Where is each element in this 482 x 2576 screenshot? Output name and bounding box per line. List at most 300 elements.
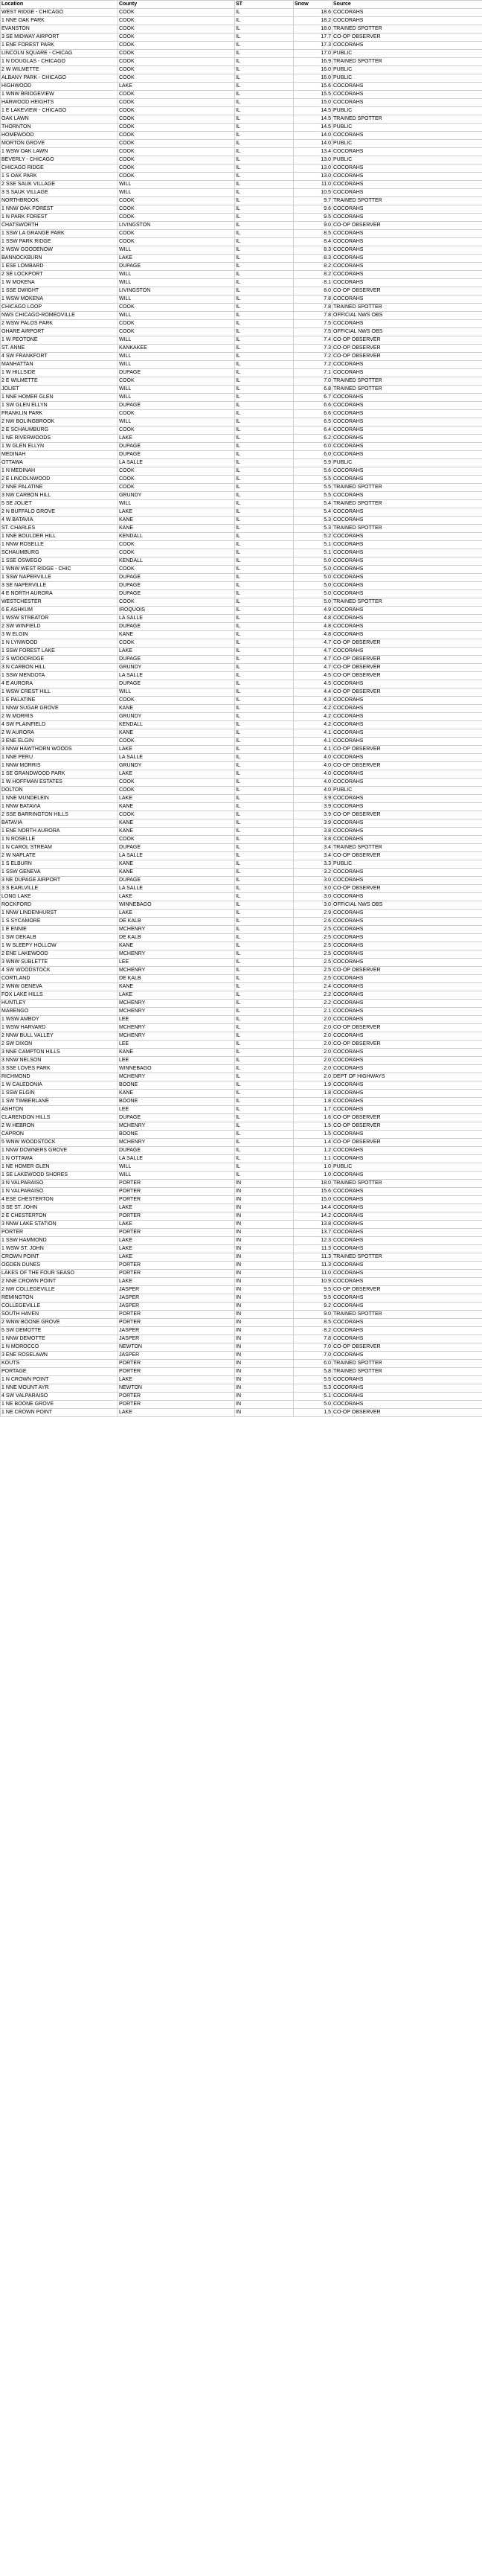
cell-snow[interactable]: 4.0: [294, 754, 332, 762]
cell-county[interactable]: KANE: [118, 631, 235, 639]
cell-location[interactable]: 1 SE GRANDWOOD PARK: [1, 770, 118, 779]
cell-location[interactable]: CHICAGO RIDGE: [1, 164, 118, 173]
cell-source[interactable]: COCORAHS: [332, 836, 482, 844]
cell-county[interactable]: LA SALLE: [118, 615, 235, 623]
cell-county[interactable]: PORTER: [118, 1319, 235, 1327]
cell-state[interactable]: IL: [235, 156, 294, 164]
cell-county[interactable]: COOK: [118, 410, 235, 418]
cell-location[interactable]: 2 N BUFFALO GROVE: [1, 508, 118, 517]
cell-location[interactable]: 4 ESE CHESTERTON: [1, 1196, 118, 1204]
cell-snow[interactable]: 1.6: [294, 1114, 332, 1122]
cell-snow[interactable]: 8.2: [294, 271, 332, 279]
cell-location[interactable]: 1 NNE HOMER GLEN: [1, 394, 118, 402]
cell-county[interactable]: LAKE: [118, 795, 235, 803]
cell-location[interactable]: CROWN POINT: [1, 1253, 118, 1262]
cell-location[interactable]: 1 WNW BRIDGEVIEW: [1, 91, 118, 99]
cell-county[interactable]: COOK: [118, 787, 235, 795]
cell-county[interactable]: LAKE: [118, 508, 235, 517]
cell-state[interactable]: IL: [235, 1155, 294, 1163]
cell-snow[interactable]: 7.4: [294, 336, 332, 345]
cell-source[interactable]: COCORAHS: [332, 279, 482, 287]
cell-state[interactable]: IL: [235, 1090, 294, 1098]
cell-snow[interactable]: 5.5: [294, 484, 332, 492]
cell-county[interactable]: KANE: [118, 828, 235, 836]
cell-state[interactable]: IL: [235, 1163, 294, 1172]
cell-source[interactable]: CO-OP OBSERVER: [332, 1122, 482, 1131]
cell-state[interactable]: IL: [235, 918, 294, 926]
cell-state[interactable]: IL: [235, 860, 294, 869]
cell-county[interactable]: DE KALB: [118, 975, 235, 983]
cell-state[interactable]: IL: [235, 1041, 294, 1049]
cell-location[interactable]: 2 NNE PALATINE: [1, 484, 118, 492]
cell-location[interactable]: BEVERLY - CHICAGO: [1, 156, 118, 164]
cell-state[interactable]: IL: [235, 345, 294, 353]
cell-county[interactable]: DUPAGE: [118, 656, 235, 664]
cell-state[interactable]: IN: [235, 1409, 294, 1417]
cell-location[interactable]: 3 W ELGIN: [1, 631, 118, 639]
cell-location[interactable]: LONG LAKE: [1, 893, 118, 901]
cell-county[interactable]: DUPAGE: [118, 877, 235, 885]
cell-snow[interactable]: 13.0: [294, 173, 332, 181]
cell-location[interactable]: 1 SSW ELGIN: [1, 1090, 118, 1098]
cell-state[interactable]: IN: [235, 1368, 294, 1376]
cell-location[interactable]: 2 W HEBRON: [1, 1122, 118, 1131]
cell-location[interactable]: 1 SSE DWIGHT: [1, 287, 118, 295]
cell-county[interactable]: WILL: [118, 353, 235, 361]
cell-source[interactable]: COCORAHS: [332, 173, 482, 181]
cell-state[interactable]: IL: [235, 1139, 294, 1147]
cell-source[interactable]: CO-OP OBSERVER: [332, 1286, 482, 1294]
cell-state[interactable]: IL: [235, 557, 294, 566]
cell-source[interactable]: COCORAHS: [332, 1229, 482, 1237]
cell-source[interactable]: TRAINED SPOTTER: [332, 1368, 482, 1376]
cell-state[interactable]: IL: [235, 1172, 294, 1180]
cell-location[interactable]: 1 NNW DOWNERS GROVE: [1, 1147, 118, 1155]
cell-location[interactable]: 5 WNW WOODSTOCK: [1, 1139, 118, 1147]
cell-location[interactable]: 2 W MORRIS: [1, 713, 118, 721]
cell-source[interactable]: COCORAHS: [332, 950, 482, 959]
cell-location[interactable]: OGDEN DUNES: [1, 1262, 118, 1270]
cell-county[interactable]: PORTER: [118, 1401, 235, 1409]
cell-location[interactable]: 1 SSW MENDOTA: [1, 672, 118, 680]
cell-state[interactable]: IN: [235, 1221, 294, 1229]
cell-state[interactable]: IL: [235, 132, 294, 140]
cell-snow[interactable]: 2.1: [294, 1008, 332, 1016]
cell-state[interactable]: IN: [235, 1303, 294, 1311]
cell-snow[interactable]: 11.3: [294, 1245, 332, 1253]
cell-location[interactable]: 1 W HILLSIDE: [1, 369, 118, 377]
cell-location[interactable]: 1 NE BOONE GROVE: [1, 1401, 118, 1409]
cell-location[interactable]: 1 WSW HARVARD: [1, 1024, 118, 1032]
cell-source[interactable]: COCORAHS: [332, 754, 482, 762]
cell-source[interactable]: CO-OP OBSERVER: [332, 672, 482, 680]
cell-county[interactable]: COOK: [118, 74, 235, 83]
cell-county[interactable]: NEWTON: [118, 1384, 235, 1393]
cell-source[interactable]: CO-OP OBSERVER: [332, 1139, 482, 1147]
cell-state[interactable]: IN: [235, 1384, 294, 1393]
cell-source[interactable]: CO-OP OBSERVER: [332, 287, 482, 295]
cell-state[interactable]: IL: [235, 222, 294, 230]
cell-source[interactable]: COCORAHS: [332, 590, 482, 598]
cell-source[interactable]: COCORAHS: [332, 1319, 482, 1327]
cell-snow[interactable]: 4.7: [294, 639, 332, 648]
cell-location[interactable]: 5 SE JOLIET: [1, 500, 118, 508]
cell-county[interactable]: COOK: [118, 779, 235, 787]
cell-state[interactable]: IN: [235, 1270, 294, 1278]
cell-snow[interactable]: 9.2: [294, 1303, 332, 1311]
cell-state[interactable]: IL: [235, 263, 294, 271]
cell-location[interactable]: 1 NNE OAK PARK: [1, 17, 118, 25]
cell-snow[interactable]: 11.0: [294, 181, 332, 189]
cell-county[interactable]: LAKE: [118, 1278, 235, 1286]
cell-county[interactable]: LAKE: [118, 991, 235, 1000]
cell-source[interactable]: TRAINED SPOTTER: [332, 386, 482, 394]
cell-snow[interactable]: 2.0: [294, 1041, 332, 1049]
cell-source[interactable]: COCORAHS: [332, 582, 482, 590]
cell-county[interactable]: PORTER: [118, 1393, 235, 1401]
cell-county[interactable]: LA SALLE: [118, 672, 235, 680]
cell-county[interactable]: GRUNDY: [118, 762, 235, 770]
cell-county[interactable]: KANKAKEE: [118, 345, 235, 353]
cell-state[interactable]: IL: [235, 901, 294, 910]
cell-state[interactable]: IL: [235, 877, 294, 885]
cell-source[interactable]: TRAINED SPOTTER: [332, 304, 482, 312]
cell-snow[interactable]: 5.1: [294, 1393, 332, 1401]
cell-state[interactable]: IL: [235, 74, 294, 83]
cell-snow[interactable]: 7.8: [294, 304, 332, 312]
cell-county[interactable]: MCHENRY: [118, 1073, 235, 1081]
cell-state[interactable]: IN: [235, 1212, 294, 1221]
cell-snow[interactable]: 6.6: [294, 410, 332, 418]
cell-state[interactable]: IL: [235, 688, 294, 697]
cell-source[interactable]: COCORAHS: [332, 533, 482, 541]
cell-snow[interactable]: 4.7: [294, 656, 332, 664]
cell-source[interactable]: OFFICIAL NWS OBS: [332, 901, 482, 910]
cell-location[interactable]: 1 NNW LINDENHURST: [1, 910, 118, 918]
cell-location[interactable]: DOLTON: [1, 787, 118, 795]
cell-location[interactable]: 1 E LAKEVIEW - CHICAGO: [1, 107, 118, 115]
cell-location[interactable]: CAPRON: [1, 1131, 118, 1139]
cell-county[interactable]: COOK: [118, 738, 235, 746]
cell-county[interactable]: KENDALL: [118, 721, 235, 729]
cell-snow[interactable]: 4.7: [294, 664, 332, 672]
cell-state[interactable]: IL: [235, 819, 294, 828]
cell-source[interactable]: TRAINED SPOTTER: [332, 500, 482, 508]
cell-source[interactable]: TRAINED SPOTTER: [332, 525, 482, 533]
cell-state[interactable]: IL: [235, 410, 294, 418]
cell-state[interactable]: IL: [235, 1106, 294, 1114]
cell-snow[interactable]: 8.4: [294, 238, 332, 246]
cell-source[interactable]: COCORAHS: [332, 181, 482, 189]
cell-location[interactable]: 2 NNE CROWN POINT: [1, 1278, 118, 1286]
cell-location[interactable]: 1 N MOROCCO: [1, 1343, 118, 1352]
cell-state[interactable]: IL: [235, 50, 294, 58]
cell-county[interactable]: KANE: [118, 860, 235, 869]
cell-state[interactable]: IL: [235, 836, 294, 844]
cell-location[interactable]: 1 SSW FOREST LAKE: [1, 648, 118, 656]
cell-snow[interactable]: 5.2: [294, 533, 332, 541]
cell-snow[interactable]: 5.5: [294, 476, 332, 484]
cell-county[interactable]: LAKE: [118, 1376, 235, 1384]
cell-county[interactable]: WILL: [118, 312, 235, 320]
cell-source[interactable]: TRAINED SPOTTER: [332, 25, 482, 33]
cell-county[interactable]: COOK: [118, 42, 235, 50]
cell-state[interactable]: IL: [235, 1122, 294, 1131]
cell-source[interactable]: COCORAHS: [332, 1270, 482, 1278]
cell-state[interactable]: IL: [235, 893, 294, 901]
cell-snow[interactable]: 4.8: [294, 615, 332, 623]
cell-location[interactable]: 3 ENE ELGIN: [1, 738, 118, 746]
cell-county[interactable]: COOK: [118, 91, 235, 99]
cell-source[interactable]: PUBLIC: [332, 140, 482, 148]
cell-source[interactable]: COCORAHS: [332, 1196, 482, 1204]
cell-snow[interactable]: 10.5: [294, 189, 332, 197]
cell-state[interactable]: IL: [235, 533, 294, 541]
cell-county[interactable]: LAKE: [118, 1204, 235, 1212]
cell-location[interactable]: 1 SSW HAMMOND: [1, 1237, 118, 1245]
cell-county[interactable]: DUPAGE: [118, 582, 235, 590]
cell-snow[interactable]: 3.0: [294, 901, 332, 910]
cell-source[interactable]: COCORAHS: [332, 803, 482, 811]
cell-location[interactable]: PORTER: [1, 1229, 118, 1237]
cell-state[interactable]: IL: [235, 181, 294, 189]
cell-source[interactable]: COCORAHS: [332, 320, 482, 328]
cell-county[interactable]: DUPAGE: [118, 451, 235, 459]
cell-county[interactable]: WILL: [118, 386, 235, 394]
cell-location[interactable]: CLARENDON HILLS: [1, 1114, 118, 1122]
cell-state[interactable]: IL: [235, 672, 294, 680]
cell-snow[interactable]: 2.0: [294, 1016, 332, 1024]
cell-location[interactable]: 1 SW DEKALB: [1, 934, 118, 942]
cell-source[interactable]: COCORAHS: [332, 738, 482, 746]
cell-county[interactable]: DE KALB: [118, 934, 235, 942]
cell-location[interactable]: 1 SW GLEN ELLYN: [1, 402, 118, 410]
cell-state[interactable]: IL: [235, 1024, 294, 1032]
cell-location[interactable]: 1 ENE FOREST PARK: [1, 42, 118, 50]
cell-state[interactable]: IL: [235, 1073, 294, 1081]
cell-state[interactable]: IN: [235, 1196, 294, 1204]
cell-location[interactable]: 2 E LINCOLNWOOD: [1, 476, 118, 484]
cell-snow[interactable]: 9.5: [294, 1286, 332, 1294]
cell-source[interactable]: COCORAHS: [332, 1032, 482, 1041]
cell-county[interactable]: WILL: [118, 295, 235, 304]
cell-state[interactable]: IL: [235, 549, 294, 557]
cell-state[interactable]: IL: [235, 279, 294, 287]
cell-county[interactable]: GRUNDY: [118, 713, 235, 721]
cell-location[interactable]: WESTCHESTER: [1, 598, 118, 607]
cell-state[interactable]: IL: [235, 1147, 294, 1155]
cell-location[interactable]: 1 NE HOMER GLEN: [1, 1163, 118, 1172]
cell-county[interactable]: WILL: [118, 394, 235, 402]
cell-county[interactable]: COOK: [118, 836, 235, 844]
cell-state[interactable]: IL: [235, 869, 294, 877]
cell-county[interactable]: JASPER: [118, 1335, 235, 1343]
cell-snow[interactable]: 14.5: [294, 107, 332, 115]
cell-source[interactable]: COCORAHS: [332, 1147, 482, 1155]
cell-state[interactable]: IL: [235, 729, 294, 738]
cell-state[interactable]: IL: [235, 926, 294, 934]
cell-snow[interactable]: 4.5: [294, 672, 332, 680]
cell-state[interactable]: IL: [235, 148, 294, 156]
cell-county[interactable]: JASPER: [118, 1352, 235, 1360]
cell-snow[interactable]: 15.5: [294, 91, 332, 99]
cell-source[interactable]: COCORAHS: [332, 1221, 482, 1229]
cell-state[interactable]: IL: [235, 991, 294, 1000]
cell-source[interactable]: COCORAHS: [332, 91, 482, 99]
cell-state[interactable]: IL: [235, 582, 294, 590]
cell-state[interactable]: IL: [235, 746, 294, 754]
cell-location[interactable]: ROCKFORD: [1, 901, 118, 910]
cell-source[interactable]: COCORAHS: [332, 435, 482, 443]
cell-state[interactable]: IN: [235, 1245, 294, 1253]
cell-snow[interactable]: 8.0: [294, 287, 332, 295]
cell-snow[interactable]: 2.6: [294, 918, 332, 926]
cell-snow[interactable]: 10.9: [294, 1278, 332, 1286]
cell-location[interactable]: 1 NNW DEMOTTE: [1, 1335, 118, 1343]
cell-location[interactable]: 4 SW WOODSTOCK: [1, 967, 118, 975]
cell-source[interactable]: COCORAHS: [332, 295, 482, 304]
cell-location[interactable]: 1 WSW STREATOR: [1, 615, 118, 623]
cell-county[interactable]: KENDALL: [118, 557, 235, 566]
cell-location[interactable]: COLLEGEVILLE: [1, 1303, 118, 1311]
cell-location[interactable]: 2 WSW GOODENOW: [1, 246, 118, 255]
cell-snow[interactable]: 14.0: [294, 132, 332, 140]
cell-source[interactable]: CO-OP OBSERVER: [332, 762, 482, 770]
cell-county[interactable]: KANE: [118, 942, 235, 950]
cell-county[interactable]: WILL: [118, 271, 235, 279]
cell-snow[interactable]: 14.5: [294, 124, 332, 132]
cell-state[interactable]: IN: [235, 1335, 294, 1343]
cell-source[interactable]: PUBLIC: [332, 156, 482, 164]
cell-location[interactable]: 1 SSW PARK RIDGE: [1, 238, 118, 246]
header-state[interactable]: ST: [235, 1, 294, 9]
cell-source[interactable]: COCORAHS: [332, 1098, 482, 1106]
cell-source[interactable]: CO-OP OBSERVER: [332, 353, 482, 361]
cell-source[interactable]: COCORAHS: [332, 17, 482, 25]
cell-source[interactable]: COCORAHS: [332, 918, 482, 926]
cell-source[interactable]: COCORAHS: [332, 1016, 482, 1024]
cell-location[interactable]: FRANKLIN PARK: [1, 410, 118, 418]
cell-county[interactable]: LAKE: [118, 435, 235, 443]
cell-county[interactable]: LAKE: [118, 893, 235, 901]
cell-state[interactable]: IN: [235, 1311, 294, 1319]
cell-snow[interactable]: 4.9: [294, 607, 332, 615]
cell-source[interactable]: COCORAHS: [332, 508, 482, 517]
cell-source[interactable]: PUBLIC: [332, 124, 482, 132]
cell-source[interactable]: CO-OP OBSERVER: [332, 1114, 482, 1122]
cell-snow[interactable]: 6.4: [294, 426, 332, 435]
cell-snow[interactable]: 3.0: [294, 885, 332, 893]
cell-location[interactable]: OHARE AIRPORT: [1, 328, 118, 336]
cell-state[interactable]: IL: [235, 443, 294, 451]
cell-county[interactable]: DUPAGE: [118, 1114, 235, 1122]
cell-snow[interactable]: 3.9: [294, 819, 332, 828]
cell-source[interactable]: COCORAHS: [332, 369, 482, 377]
cell-state[interactable]: IN: [235, 1237, 294, 1245]
cell-county[interactable]: JASPER: [118, 1294, 235, 1303]
cell-source[interactable]: COCORAHS: [332, 1090, 482, 1098]
header-county[interactable]: County: [118, 1, 235, 9]
cell-state[interactable]: IL: [235, 353, 294, 361]
cell-location[interactable]: 1 WNW WEST RIDGE - CHIC: [1, 566, 118, 574]
cell-location[interactable]: 2 SSE BARRINGTON HILLS: [1, 811, 118, 819]
cell-source[interactable]: CO-OP OBSERVER: [332, 336, 482, 345]
cell-location[interactable]: THORNTON: [1, 124, 118, 132]
cell-source[interactable]: COCORAHS: [332, 1262, 482, 1270]
cell-snow[interactable]: 2.0: [294, 1032, 332, 1041]
cell-location[interactable]: 3 SE NAPERVILLE: [1, 582, 118, 590]
cell-snow[interactable]: 2.0: [294, 1024, 332, 1032]
cell-county[interactable]: PORTER: [118, 1212, 235, 1221]
cell-source[interactable]: COCORAHS: [332, 394, 482, 402]
cell-source[interactable]: TRAINED SPOTTER: [332, 58, 482, 66]
cell-county[interactable]: COOK: [118, 66, 235, 74]
cell-snow[interactable]: 5.4: [294, 500, 332, 508]
cell-source[interactable]: CO-OP OBSERVER: [332, 1041, 482, 1049]
cell-snow[interactable]: 7.0: [294, 1352, 332, 1360]
cell-county[interactable]: LEE: [118, 1041, 235, 1049]
cell-state[interactable]: IN: [235, 1262, 294, 1270]
cell-location[interactable]: 2 ENE LAKEWOOD: [1, 950, 118, 959]
cell-location[interactable]: 1 S ELBURN: [1, 860, 118, 869]
cell-source[interactable]: CO-OP OBSERVER: [332, 1343, 482, 1352]
cell-state[interactable]: IL: [235, 336, 294, 345]
cell-snow[interactable]: 8.1: [294, 279, 332, 287]
cell-state[interactable]: IL: [235, 1081, 294, 1090]
cell-snow[interactable]: 2.5: [294, 959, 332, 967]
cell-source[interactable]: COCORAHS: [332, 1212, 482, 1221]
cell-location[interactable]: 1 SSW NAPERVILLE: [1, 574, 118, 582]
cell-location[interactable]: 2 E WILMETTE: [1, 377, 118, 386]
cell-source[interactable]: COCORAHS: [332, 566, 482, 574]
cell-county[interactable]: DUPAGE: [118, 263, 235, 271]
cell-state[interactable]: IL: [235, 975, 294, 983]
cell-county[interactable]: BOONE: [118, 1131, 235, 1139]
cell-snow[interactable]: 1.8: [294, 1090, 332, 1098]
cell-county[interactable]: WILL: [118, 246, 235, 255]
cell-location[interactable]: HIGHWOOD: [1, 83, 118, 91]
cell-location[interactable]: 3 S EARLVILLE: [1, 885, 118, 893]
cell-source[interactable]: TRAINED SPOTTER: [332, 1253, 482, 1262]
cell-location[interactable]: KOUTS: [1, 1360, 118, 1368]
cell-county[interactable]: COOK: [118, 25, 235, 33]
cell-state[interactable]: IN: [235, 1401, 294, 1409]
cell-snow[interactable]: 7.1: [294, 369, 332, 377]
cell-source[interactable]: COCORAHS: [332, 541, 482, 549]
cell-snow[interactable]: 17.3: [294, 42, 332, 50]
cell-source[interactable]: COCORAHS: [332, 1049, 482, 1057]
cell-snow[interactable]: 7.5: [294, 320, 332, 328]
cell-location[interactable]: MORTON GROVE: [1, 140, 118, 148]
cell-snow[interactable]: 14.2: [294, 1212, 332, 1221]
cell-source[interactable]: COCORAHS: [332, 1376, 482, 1384]
cell-state[interactable]: IL: [235, 566, 294, 574]
cell-county[interactable]: PORTER: [118, 1262, 235, 1270]
cell-location[interactable]: LAKES OF THE FOUR SEASO: [1, 1270, 118, 1278]
cell-location[interactable]: 3 SSE LOVES PARK: [1, 1065, 118, 1073]
cell-location[interactable]: 1 NE RIVERWOODS: [1, 435, 118, 443]
cell-location[interactable]: MEDINAH: [1, 451, 118, 459]
cell-state[interactable]: IL: [235, 910, 294, 918]
cell-source[interactable]: DEPT OF HIGHWAYS: [332, 1073, 482, 1081]
cell-state[interactable]: IL: [235, 66, 294, 74]
cell-snow[interactable]: 17.7: [294, 33, 332, 42]
cell-county[interactable]: PORTER: [118, 1270, 235, 1278]
cell-county[interactable]: BOONE: [118, 1081, 235, 1090]
cell-location[interactable]: 1 SSW GENEVA: [1, 869, 118, 877]
cell-location[interactable]: SOUTH HAVEN: [1, 1311, 118, 1319]
cell-snow[interactable]: 2.4: [294, 983, 332, 991]
